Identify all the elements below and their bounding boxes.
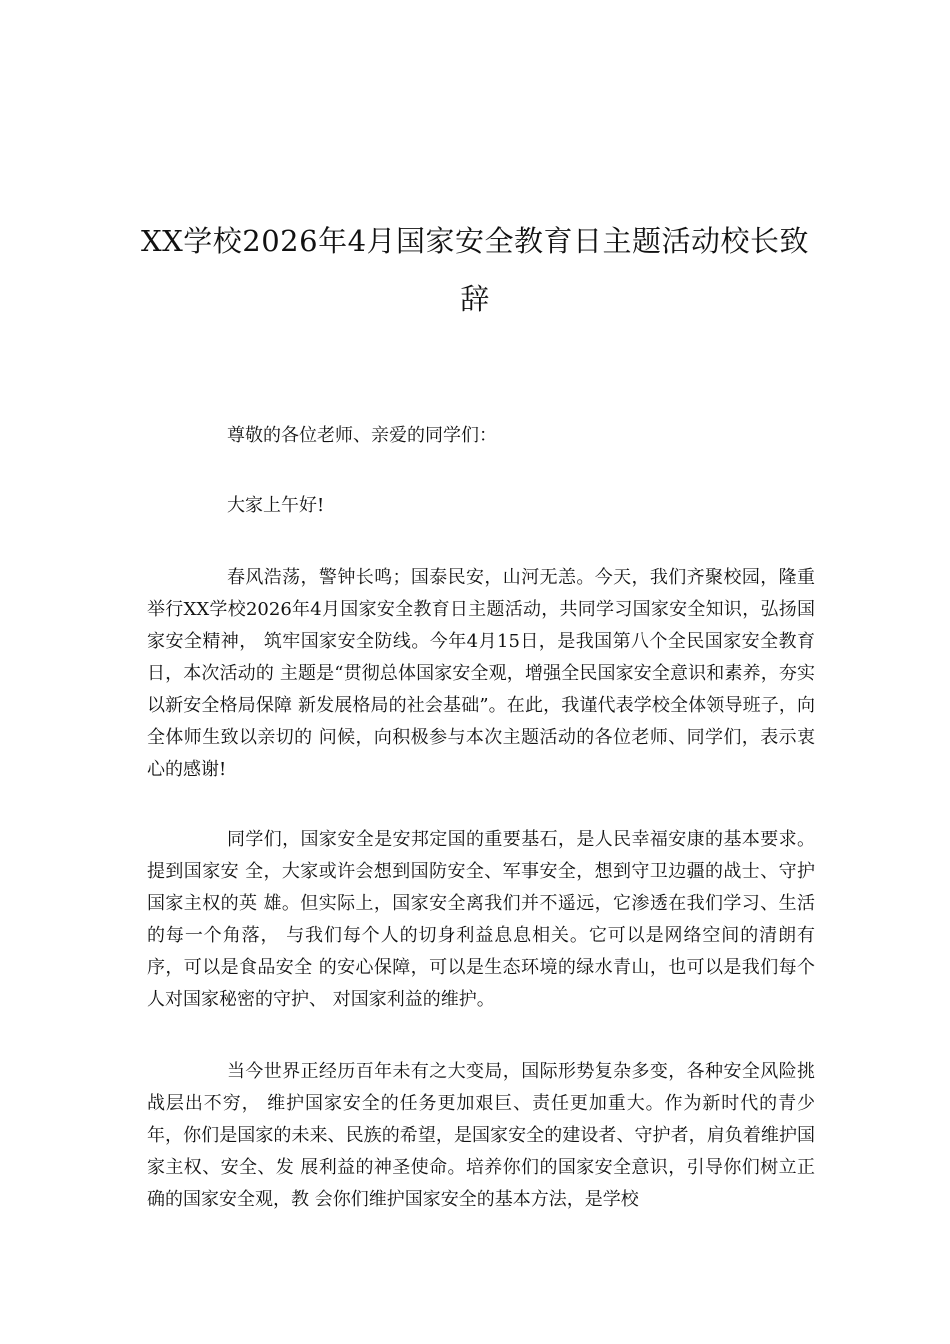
greeting: 大家上午好! <box>227 495 325 516</box>
salutation: 尊敬的各位老师、亲爱的同学们： <box>227 425 497 446</box>
paragraph-opening: 春风浩荡，警钟长鸣；国泰民安，山河无恙。今天，我们齐聚校园，隆重举行XX学校2026年4月国家安全教育日主题活动，共同学习国家安全知识，弘扬国家安全精神， 筑牢国家安全防线。今年4月15日，是我国第八个全民国家安全教育日，本次活动的 主题是“贯彻总体国家安全观，增强全民国家安全意识和素养，夯实以新安全格局保障 新发展格局的社会基础”。在此，我谨代表学校全体领导班子，向全体师生致以亲切的 问候，向积极参与本次主题活动的各位老师、同学们，表示衷心的感谢! <box>147 567 815 780</box>
document-title: XX学校2026年4月国家安全教育日主题活动校长致辞 <box>140 224 810 316</box>
paragraph-world-situation: 当今世界正经历百年未有之大变局，国际形势复杂多变，各种安全风险挑战层出不穷， 维护国家安全的任务更加艰巨、责任更加重大。作为新时代的青少年，你们是国家的未来、民族的希望，是国家安全的建设者、守护者，肩负着维护国家主权、安全、发 展利益的神圣使命。培养你们的国家安全意识，引导你们树立正确的国家安全观，教 会你们维护国家安全的基本方法，是学校 <box>147 1061 815 1210</box>
paragraph-national-security: 同学们，国家安全是安邦定国的重要基石，是人民幸福安康的基本要求。提到国家安 全，大家或许会想到国防安全、军事安全，想到守卫边疆的战士、守护国家主权的英 雄。但实际上，国家安全离我们并不遥远，它渗透在我们学习、生活的每一个角落， 与我们每个人的切身利益息息相关。它可以是网络空间的清朗有序，可以是食品安全 的安心保障，可以是生态环境的绿水青山，也可以是我们每个人对国家秘密的守护、 对国家利益的维护。 <box>147 829 815 1010</box>
